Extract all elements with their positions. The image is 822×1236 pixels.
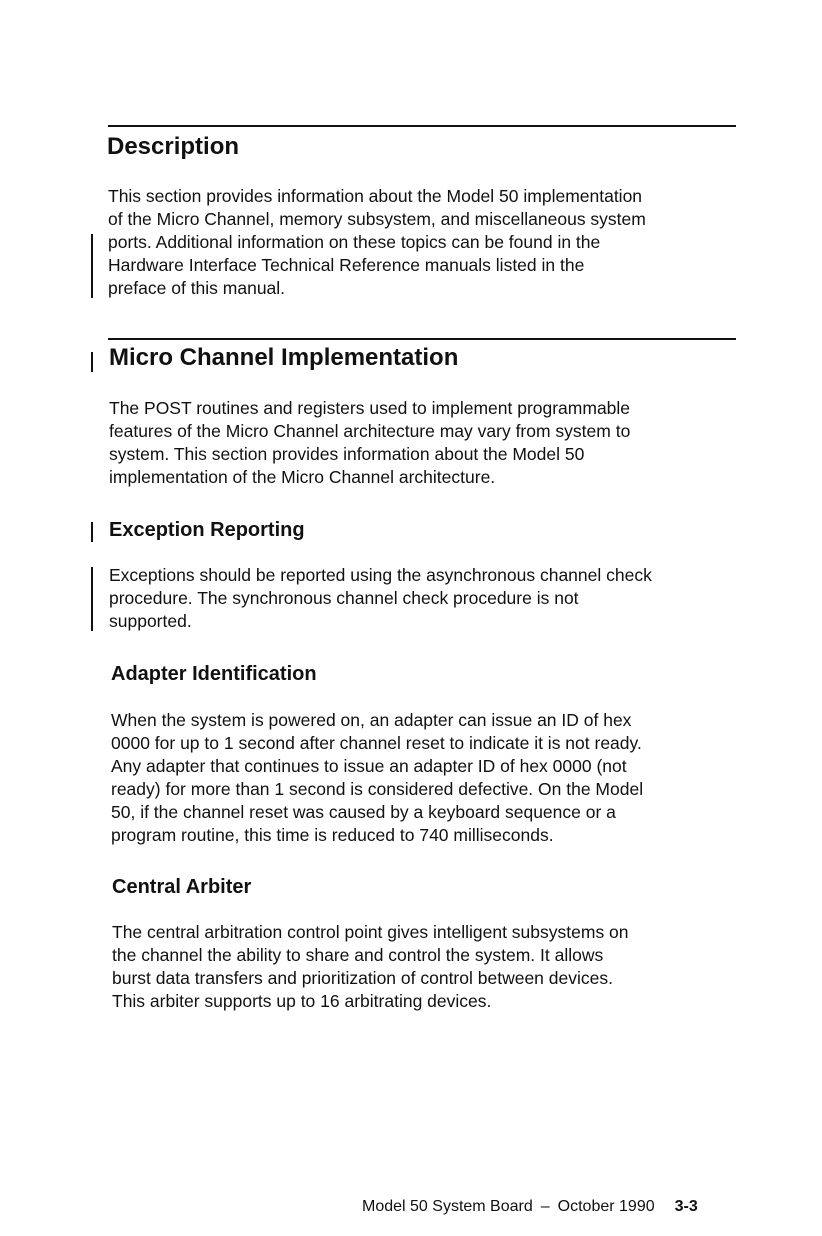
central-arbiter-paragraph <box>112 921 629 1013</box>
heading-micro-channel-implementation: Micro Channel Implementation <box>109 344 459 371</box>
change-bar <box>91 567 93 631</box>
exception-reporting-paragraph <box>109 564 652 633</box>
adapter-identification-line: Any adapter that continues to issue an adapter ID of hex 0000 (not <box>111 756 627 776</box>
change-bar <box>91 352 93 372</box>
section-rule <box>108 338 736 340</box>
section-rule <box>108 125 736 127</box>
micro-channel-line: features of the Micro Channel architecture may vary from system to <box>109 421 631 441</box>
heading-description: Description <box>107 133 240 160</box>
adapter-identification-paragraph <box>111 709 643 847</box>
exception-reporting-line: supported. <box>109 611 192 631</box>
page-number: 3-3 <box>674 1198 698 1215</box>
heading-central-arbiter: Central Arbiter <box>112 876 252 898</box>
description-line: ports. Additional information on these topics can be found in the <box>108 232 601 252</box>
change-bar <box>91 522 93 542</box>
exception-reporting-line: procedure. The synchronous channel check procedure is not <box>109 588 579 608</box>
description-line: preface of this manual. <box>108 278 286 298</box>
page-footer <box>362 1197 698 1217</box>
heading-adapter-identification: Adapter Identification <box>111 663 317 685</box>
central-arbiter-line: This arbiter supports up to 16 arbitrating devices. <box>112 991 492 1011</box>
footer-title: Model 50 System Board <box>362 1198 533 1215</box>
adapter-identification-line: 50, if the channel reset was caused by a keyboard sequence or a <box>111 802 616 822</box>
adapter-identification-line: program routine, this time is reduced to 740 milliseconds. <box>111 825 554 845</box>
heading-exception-reporting: Exception Reporting <box>109 519 305 541</box>
micro-channel-paragraph <box>109 397 630 489</box>
change-bar <box>91 234 93 298</box>
micro-channel-line: implementation of the Micro Channel architecture. <box>109 467 496 487</box>
adapter-identification-line: ready) for more than 1 second is considered defective. On the Model <box>111 779 644 799</box>
micro-channel-line: system. This section provides information about the Model 50 <box>109 444 585 464</box>
description-line: of the Micro Channel, memory subsystem, and miscellaneous system <box>108 209 646 229</box>
adapter-identification-line: When the system is powered on, an adapter can issue an ID of hex <box>111 710 632 730</box>
central-arbiter-line: burst data transfers and prioritization of control between devices. <box>112 968 613 988</box>
description-line: This section provides information about the Model 50 implementation <box>108 186 643 206</box>
central-arbiter-line: the channel the ability to share and control the system. It allows <box>112 945 604 965</box>
exception-reporting-line: Exceptions should be reported using the asynchronous channel check <box>109 565 652 585</box>
footer-date: October 1990 <box>557 1198 655 1215</box>
description-paragraph <box>108 185 646 300</box>
description-line: Hardware Interface Technical Reference manuals listed in the <box>108 255 585 275</box>
central-arbiter-line: The central arbitration control point gives intelligent subsystems on <box>112 922 629 942</box>
adapter-identification-line: 0000 for up to 1 second after channel reset to indicate it is not ready. <box>111 733 642 753</box>
micro-channel-line: The POST routines and registers used to implement programmable <box>109 398 631 418</box>
footer-dash: – <box>540 1198 550 1215</box>
